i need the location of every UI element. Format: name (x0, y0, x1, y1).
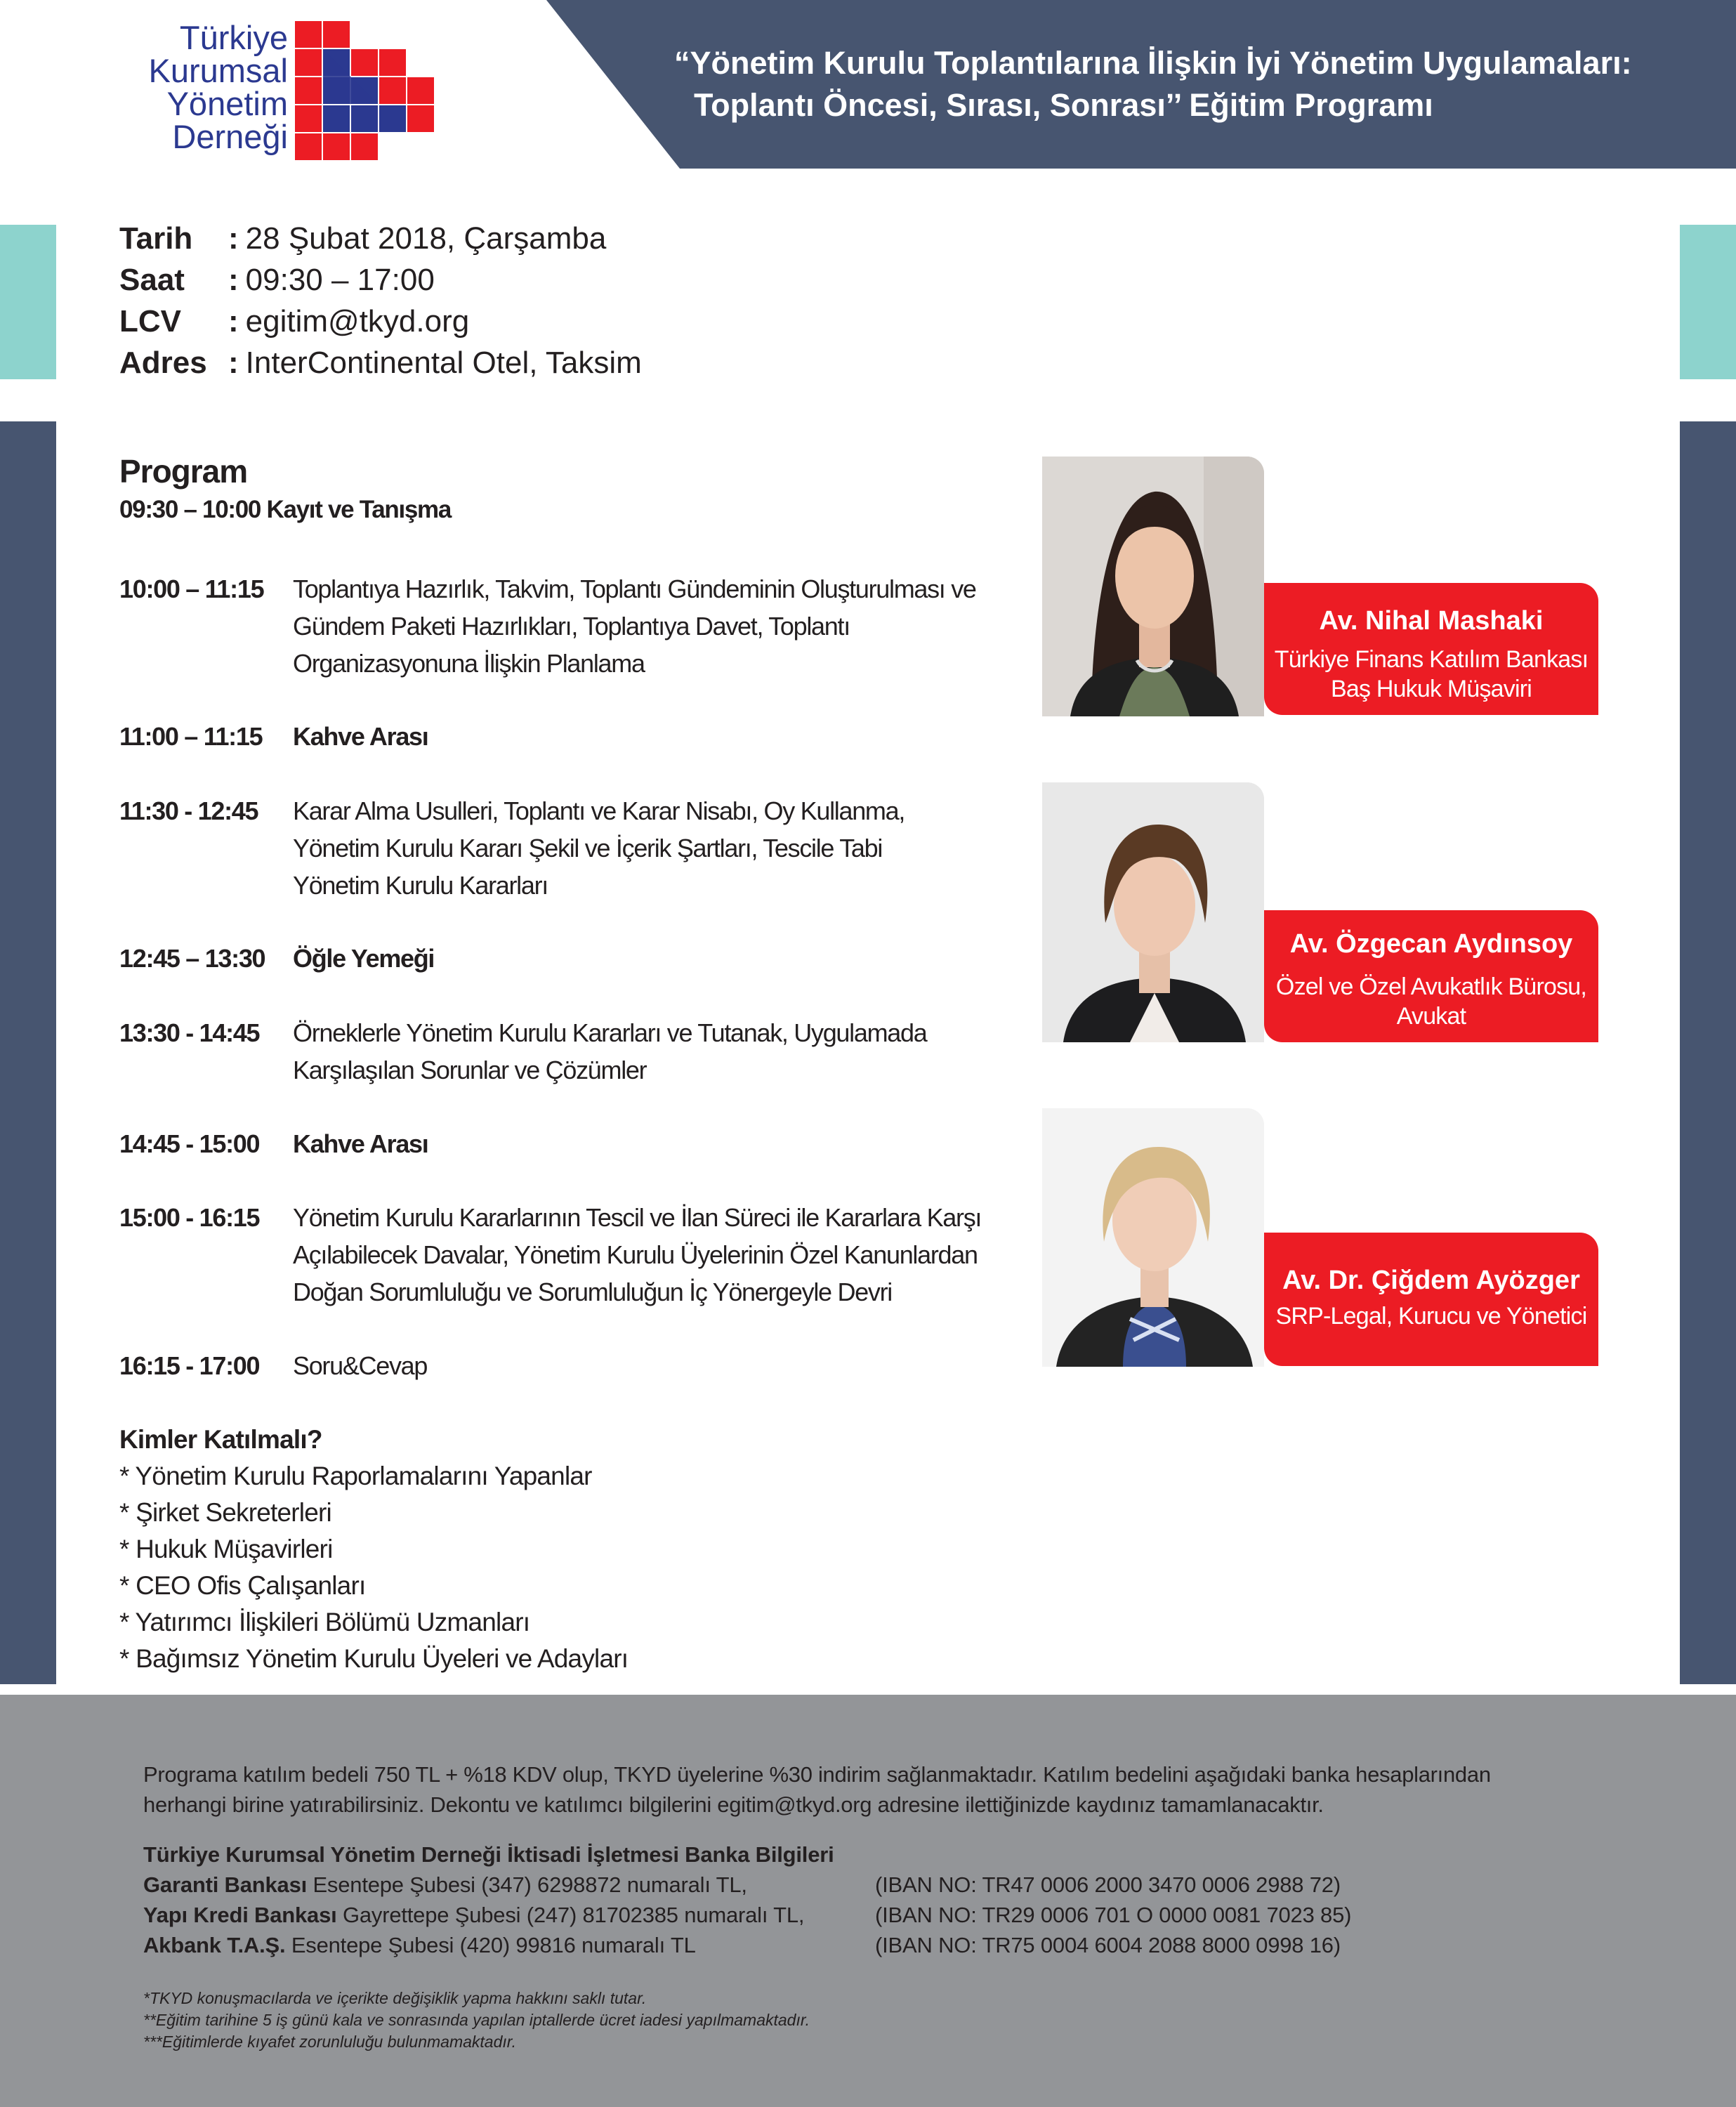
session-6: 14:45 - 15:00 Kahve Arası (119, 1129, 428, 1158)
speaker-2-card: Av. Özgecan Aydınsoy Özel ve Özel Avukatlık Bürosu, Avukat (1264, 910, 1598, 1042)
speaker-1-card: Av. Nihal Mashaki Türkiye Finans Katılım Bankası Baş Hukuk Müşaviri (1264, 583, 1598, 715)
bank-title: Türkiye Kurumsal Yönetim Derneği İktisadi İşletmesi Banka Bilgileri (143, 1842, 834, 1867)
info-address: Adres : InterContinental Otel, Taksim (119, 346, 642, 380)
speaker-3-card: Av. Dr. Çiğdem Ayözger SRP-Legal, Kurucu ve Yönetici (1264, 1233, 1598, 1366)
info-date: Tarih : 28 Şubat 2018, Çarşamba (119, 221, 607, 256)
logo-mark (295, 21, 435, 162)
who-should-attend (119, 1422, 628, 1677)
list-item: * Hukuk Müşavirleri (119, 1535, 333, 1563)
session-3: 11:30 - 12:45 Karar Alma Usulleri, Toplantı ve Karar Nisabı, Oy Kullanma, Yönetim Kurulu Kararı Şekil ve İçerik Şartları, Tescile Tabi Yönetim Kurulu Kararları (119, 796, 905, 900)
program-title: Program (119, 453, 248, 490)
bank-info (143, 1839, 1351, 1960)
footnotes: *TKYD konuşmacılarda ve içerikte değişiklik yapma hakkını saklı tutar. **Eğitim tarihine 5 iş günü kala ve sonrasında yapılan iptallerde ücret iadesi yapılmamaktadır. ***Eğitimlerde kıyafet zorunluluğu bulunmamaktadır. (143, 1989, 810, 2051)
bank-row: Akbank T.A.Ş. Esentepe Şubesi (420) 99816 numaralı TL (IBAN NO: TR75 0004 6004 2088 8000 0998 16) (143, 1933, 1341, 1957)
list-item: * Bağımsız Yönetim Kurulu Üyeleri ve Adayları (119, 1644, 629, 1673)
left-navy-bar (0, 421, 56, 1684)
bank-row: Yapı Kredi Bankası Gayrettepe Şubesi (247) 81702385 numaralı TL, (IBAN NO: TR29 0006 701 O 0000 0081 7023 85) (143, 1903, 1352, 1927)
list-item: * CEO Ofis Çalışanları (119, 1571, 366, 1600)
rsvp-email-link[interactable]: egitim@tkyd.org (245, 304, 470, 339)
session-4: 12:45 – 13:30 Öğle Yemeği (119, 944, 435, 973)
event-info (119, 218, 642, 383)
speaker-1-photo (1042, 457, 1264, 716)
right-teal-bar (1680, 225, 1736, 379)
speaker-1-portrait (1042, 457, 1264, 716)
speaker-3-photo (1042, 1108, 1264, 1367)
who-title: Kimler Katılmalı? (119, 1425, 322, 1454)
speaker-3-portrait (1042, 1108, 1264, 1367)
list-item: * Yatırımcı İlişkileri Bölümü Uzmanları (119, 1608, 530, 1636)
session-7: 15:00 - 16:15 Yönetim Kurulu Kararlarının Tescil ve İlan Süreci ile Kararlara Karşı Açılabilecek Davalar, Yönetim Kurulu Üyelerinin Özel Kanunlardan Doğan Sorumluluğu ve Sorumluluğun İç Yönergeyle Devri (119, 1203, 982, 1306)
left-teal-bar (0, 225, 56, 379)
speaker-2-photo (1042, 782, 1264, 1042)
session-8: 16:15 - 17:00 Soru&Cevap (119, 1351, 428, 1380)
page-title: “Yönetim Kurulu Toplantılarına İlişkin İyi Yönetim Uygulamaları: Toplantı Öncesi, Sırası, Sonrası’’ Eğitim Programı (674, 45, 1632, 123)
session-1: 10:00 – 11:15 Toplantıya Hazırlık, Takvim, Toplantı Gündeminin Oluşturulması ve Gündem Paketi Hazırlıkları, Toplantıya Davet, Toplantı Organizasyonuna İlişkin Planlama (119, 575, 976, 678)
program-registration: 09:30 – 10:00 Kayıt ve Tanışma (119, 496, 452, 523)
info-rsvp: LCV : egitim@tkyd.org (119, 301, 642, 342)
session-5: 13:30 - 14:45 Örneklerle Yönetim Kurulu Kararları ve Tutanak, Uygulamada Karşılaşılan Sorunlar ve Çözümler (119, 1018, 927, 1084)
info-time: Saat : 09:30 – 17:00 (119, 263, 435, 297)
list-item: * Yönetim Kurulu Raporlamalarını Yapanlar (119, 1462, 592, 1490)
logo-text: Türkiye Kurumsal Yönetim Derneği (148, 19, 288, 155)
list-item: * Şirket Sekreterleri (119, 1498, 331, 1527)
speaker-2-portrait (1042, 782, 1264, 1042)
bank-row: Garanti Bankası Esentepe Şubesi (347) 6298872 numaralı TL, (IBAN NO: TR47 0006 2000 3470 0006 2988 72) (143, 1872, 1341, 1897)
fee-info: Programa katılım bedeli 750 TL + %18 KDV olup, TKYD üyelerine %30 indirim sağlanmaktadır. Katılım bedelini aşağıdaki banka hesaplarından herhangi birine yatırabilirsiniz. Dekontu ve katılımcı bilgilerini egitim@tkyd.org adresine ilettiğinizde kaydınız tamamlanacaktır. (143, 1762, 1491, 1817)
session-2: 11:00 – 11:15 Kahve Arası (119, 722, 428, 751)
right-navy-bar (1680, 421, 1736, 1684)
